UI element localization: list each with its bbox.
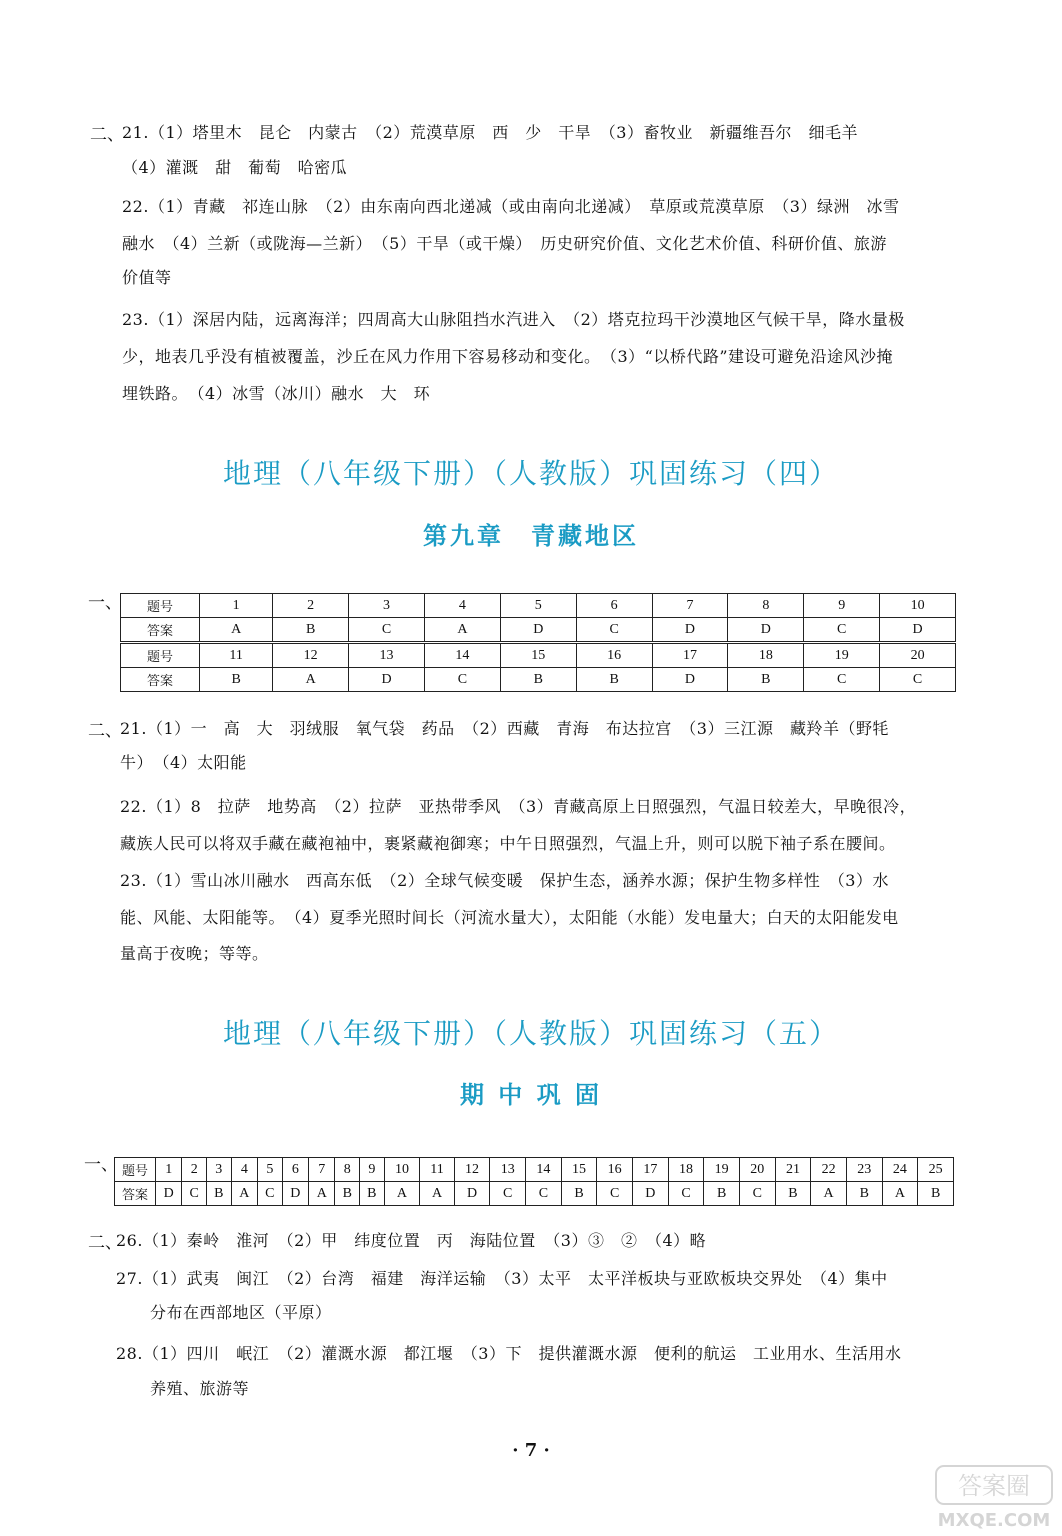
question-number-cell: 19 [704,1158,740,1182]
answer-cell: A [424,618,500,643]
question-number-cell: 10 [384,1158,420,1182]
row-header-cell: 答案 [115,1182,156,1206]
answer-line: 23.（1）雪山冰川融水 西高东低 （2）全球气候变暖 保护生态，涵养水源；保护生物多样性 （3）水 [120,871,889,890]
question-number-cell: 8 [728,594,804,618]
answer-cell: C [804,668,880,692]
question-number-cell: 6 [576,594,652,618]
answer-line: 21.（1）一 高 大 羽绒服 氧气袋 药品 （2）西藏 青海 布达拉宫 （3）三江源 藏羚羊（野牦 [120,719,889,738]
answer-cell: D [500,618,576,643]
answer-cell: A [231,1182,257,1206]
question-number-cell: 21 [775,1158,811,1182]
row-header-cell: 题号 [115,1158,156,1182]
answer-line: 26.（1）秦岭 淮河 （2）甲 纬度位置 丙 海陆位置 （3）③ ② （4）略 [116,1231,707,1250]
watermark-bottom-text: MXQE.COM [937,1510,1051,1531]
section-marker-one: 一、 [84,1155,118,1175]
answer-cell: B [200,668,273,692]
question-number-cell: 24 [882,1158,918,1182]
answer-cell: D [454,1182,490,1206]
question-number-cell: 20 [739,1158,775,1182]
answer-cell: C [258,1182,283,1206]
answer-cell: D [633,1182,669,1206]
row-header-cell: 题号 [121,594,200,618]
answer-line: 牛） （4）太阳能 [120,753,247,772]
answer-line: 22.（1）8 拉萨 地势高 （2）拉萨 亚热带季风 （3）青藏高原上日照强烈，气温日较差大，早晚很冷， [120,797,917,816]
question-number-cell: 9 [804,594,880,618]
watermark-top-text: 答案圈 [958,1472,1030,1500]
answer-cell: D [282,1182,308,1206]
question-number-cell: 12 [454,1158,490,1182]
question-number-cell: 17 [633,1158,669,1182]
section-marker-two: 二、 [88,1233,122,1253]
answer-cell: C [424,668,500,692]
exercise-title-5: 地理（八年级下册）（人教版）巩固练习（五） [222,1017,839,1050]
answer-line: 27.（1）武夷 闽江 （2）台湾 福建 海洋运输 （3）太平 太平洋板块与亚欧板块交界处 （4）集中 [116,1269,888,1288]
question-number-cell: 25 [918,1158,954,1182]
question-number-cell: 16 [597,1158,633,1182]
question-number-cell: 14 [424,643,500,668]
question-number-cell: 4 [424,594,500,618]
answer-line: 少，地表几乎没有植被覆盖，沙丘在风力作用下容易移动和变化。 （3）“以桥代路”建设可避免沿途风沙掩 [122,347,894,366]
question-number-cell: 10 [880,594,956,618]
table-row [121,618,956,643]
question-number-cell: 2 [273,594,349,618]
question-number-cell: 18 [668,1158,704,1182]
answer-cell: B [576,668,652,692]
row-header-cell: 题号 [121,643,200,668]
table-row [115,1182,954,1206]
question-number-cell: 4 [231,1158,257,1182]
question-number-cell: 23 [846,1158,882,1182]
question-number-cell: 2 [182,1158,207,1182]
answer-cell: C [804,618,880,643]
answer-cell: C [349,618,425,643]
answer-cell: A [420,1182,454,1206]
answer-line: 融水 （4）兰新（或陇海—兰新） （5）干旱（或干燥） 历史研究价值、文化艺术价值、科研价值、旅游 [122,234,887,253]
answer-cell: A [200,618,273,643]
answer-line: 价值等 [122,268,172,287]
question-number-cell: 18 [728,643,804,668]
question-number-cell: 8 [335,1158,360,1182]
answer-cell: D [728,618,804,643]
question-number-cell: 22 [811,1158,847,1182]
question-number-cell: 19 [804,643,880,668]
answer-line: 22.（1）青藏 祁连山脉 （2）由东南向西北递减（或由南向北递减） 草原或荒漠草原 （3）绿洲 冰雪 [122,197,900,216]
answer-cell: D [156,1182,182,1206]
question-number-cell: 7 [652,594,728,618]
page-number: · 7 · [512,1440,550,1461]
answer-line: 养殖、旅游等 [150,1379,250,1398]
question-number-cell: 3 [349,594,425,618]
answer-cell: D [652,668,728,692]
answer-cell: C [490,1182,526,1206]
answer-cell: B [918,1182,954,1206]
answer-cell: B [335,1182,360,1206]
answer-cell: A [384,1182,420,1206]
exercise-title-4: 地理（八年级下册）（人教版）巩固练习（四） [222,457,839,490]
answer-table-4 [120,593,956,692]
question-number-cell: 13 [349,643,425,668]
row-header-cell: 答案 [121,618,200,643]
question-number-cell: 11 [200,643,273,668]
answer-cell: D [880,618,956,643]
answer-cell: B [775,1182,811,1206]
answer-cell: C [526,1182,562,1206]
midterm-subtitle: 期 中 巩 固 [459,1081,603,1109]
answer-line: 23.（1）深居内陆，远离海洋；四周高大山脉阻挡水汽进入 （2）塔克拉玛干沙漠地区气候干旱，降水量极 [122,310,905,329]
question-number-cell: 14 [526,1158,562,1182]
answer-cell: B [846,1182,882,1206]
answer-line: 藏族人民可以将双手藏在藏袍袖中，裹紧藏袍御寒；中午日照强烈，气温上升，则可以脱下袖子系在腰间。 [120,834,896,853]
answer-line: 21.（1）塔里木 昆仑 内蒙古 （2）荒漠草原 西 少 干旱 （3）畜牧业 新疆维吾尔 细毛羊 [122,123,858,142]
answer-line: 28.（1）四川 岷江 （2）灌溉水源 都江堰 （3）下 提供灌溉水源 便利的航运 工业用水、生活用水 [116,1344,902,1363]
answer-cell: C [182,1182,207,1206]
question-number-cell: 17 [652,643,728,668]
question-number-cell: 1 [200,594,273,618]
answer-line: 能、风能、太阳能等。 （4）夏季光照时间长（河流水量大），太阳能（水能）发电量大；白天的太阳能发电 [120,908,899,927]
answer-cell: A [309,1182,335,1206]
answer-cell: A [273,668,349,692]
chapter-subtitle-9: 第九章 青藏地区 [423,522,639,550]
table-row [121,594,956,618]
answer-table-5 [114,1157,954,1206]
answer-cell: B [360,1182,385,1206]
answer-cell: A [811,1182,847,1206]
table-row [121,643,956,668]
answer-cell: B [207,1182,232,1206]
answer-line: （4）灌溉 甜 葡萄 哈密瓜 [122,158,348,177]
question-number-cell: 20 [880,643,956,668]
answer-cell: D [652,618,728,643]
answer-line: 量高于夜晚；等等。 [120,944,269,963]
section-marker-one: 一、 [88,593,122,613]
answer-cell: C [739,1182,775,1206]
question-number-cell: 13 [490,1158,526,1182]
answer-line: 分布在西部地区（平原） [150,1303,332,1322]
question-number-cell: 12 [273,643,349,668]
question-number-cell: 5 [258,1158,283,1182]
question-number-cell: 3 [207,1158,232,1182]
question-number-cell: 5 [500,594,576,618]
question-number-cell: 1 [156,1158,182,1182]
question-number-cell: 11 [420,1158,454,1182]
question-number-cell: 15 [561,1158,597,1182]
section-marker-two: 二、 [88,721,122,741]
question-number-cell: 6 [282,1158,308,1182]
answer-line: 埋铁路。 （4）冰雪（冰川）融水 大 环 [122,384,431,403]
row-header-cell: 答案 [121,668,200,692]
answer-cell: C [576,618,652,643]
answer-cell: D [349,668,425,692]
watermark-logo-icon [934,1464,1054,1532]
answer-cell: C [880,668,956,692]
answer-cell: B [500,668,576,692]
answer-cell: B [273,618,349,643]
question-number-cell: 9 [360,1158,385,1182]
question-number-cell: 15 [500,643,576,668]
table-row [115,1158,954,1182]
question-number-cell: 7 [309,1158,335,1182]
answer-cell: B [561,1182,597,1206]
table-row [121,668,956,692]
answer-cell: B [704,1182,740,1206]
question-number-cell: 16 [576,643,652,668]
answer-cell: B [728,668,804,692]
section-marker-two: 二、 [90,125,124,145]
answer-cell: C [668,1182,704,1206]
answer-cell: A [882,1182,918,1206]
answer-cell: C [597,1182,633,1206]
